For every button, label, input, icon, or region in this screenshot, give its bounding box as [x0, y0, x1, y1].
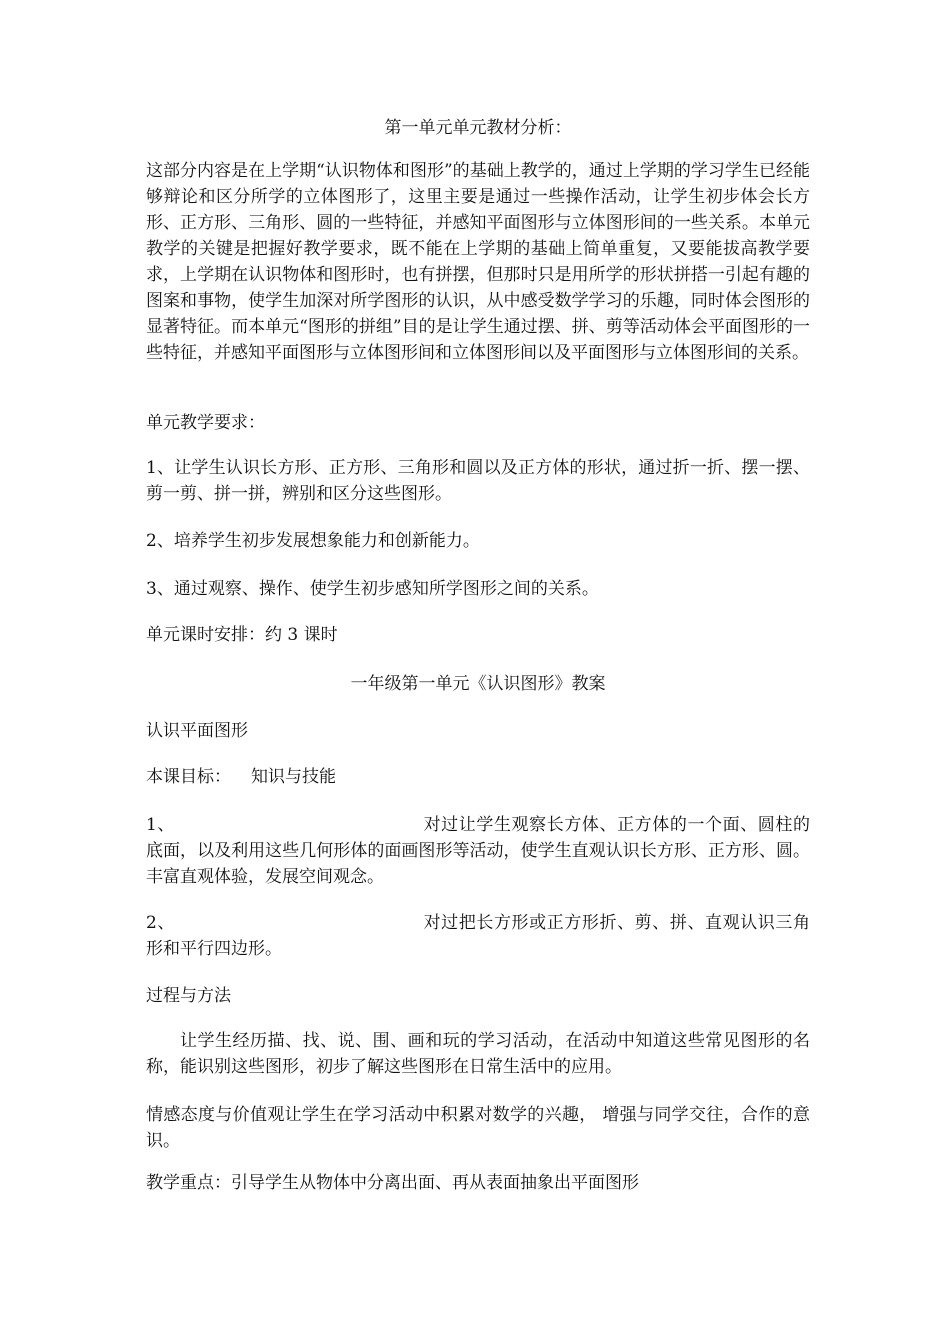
emotion-paragraph: 情感态度与价值观让学生在学习活动中积累对数学的兴趣， 增强与同学交往，合作的意识。	[146, 1105, 810, 1151]
goal-2-number: 2、	[146, 913, 175, 933]
intro-paragraph: 这部分内容是在上学期“认识物体和图形”的基础上教学的，通过上学期的学习学生已经能够辩论和区分所学的立体图形了，这里主要是通过一些操作活动，让学生初步体会长方形、正方形、三角形、圆的一些特征，并感知平面图形与立体图形间的一些关系。本单元教学的关键是把握好教学要求，既不能在上学期的基础上简单重复，又要能拔高教学要求，上学期在认识物体和图形时，也有拼摆，但那时只是用所学的形状拼搭一引起有趣的图案和事物，使学生加深对所学图形的认识，从中感受数学学习的乐趣，同时体会图形的显著特征。而本单元“图形的拼组”目的是让学生通过摆、拼、剪等活动体会平面图形的一些特征，并感知平面图形与立体图形间和立体图形间以及平面图形与立体图形间的关系。	[146, 161, 810, 363]
goals-line	[146, 764, 336, 790]
requirements-heading: 单元教学要求：	[146, 413, 265, 433]
goal-1	[146, 812, 810, 890]
lesson-title: 一年级第一单元《认识图形》教案	[350, 674, 606, 694]
section-title: 第一单元单元教材分析：	[384, 118, 572, 138]
requirement-2: 2、培养学生初步发展想象能力和创新能力。	[146, 531, 480, 551]
goal-1-text: 对过让学生观察长方体、正方体的一个面、圆柱的底面，以及利用这些几何形体的面画图形等活动，使学生直观认识长方形、正方形、圆。丰富直观体验，发展空间观念。	[146, 815, 810, 887]
key-point: 教学重点：引导学生从物体中分离出面、再从表面抽象出平面图形	[146, 1173, 639, 1193]
lesson-topic: 认识平面图形	[146, 721, 248, 741]
goals-label: 本课目标：	[146, 767, 231, 787]
goal-2	[146, 910, 810, 962]
process-heading: 过程与方法	[146, 986, 231, 1006]
process-paragraph: 让学生经历描、找、说、围、画和玩的学习活动，在活动中知道这些常见图形的名称，能识别这些图形，初步了解这些图形在日常生活中的应用。	[146, 1031, 810, 1077]
requirement-3: 3、通过观察、操作、使学生初步感知所学图形之间的关系。	[146, 579, 599, 599]
goals-knowledge-label: 知识与技能	[251, 767, 336, 787]
class-hours: 单元课时安排：约 3 课时	[146, 625, 338, 645]
goal-1-number: 1、	[146, 815, 175, 835]
requirement-1: 1、让学生认识长方形、正方形、三角形和圆以及正方体的形状，通过折一折、摆一摆、剪一剪、拼一拼，辨别和区分这些图形。	[146, 458, 810, 504]
goal-2-text: 对过把长方形或正方形折、剪、拼、直观认识三角形和平行四边形。	[146, 913, 810, 959]
